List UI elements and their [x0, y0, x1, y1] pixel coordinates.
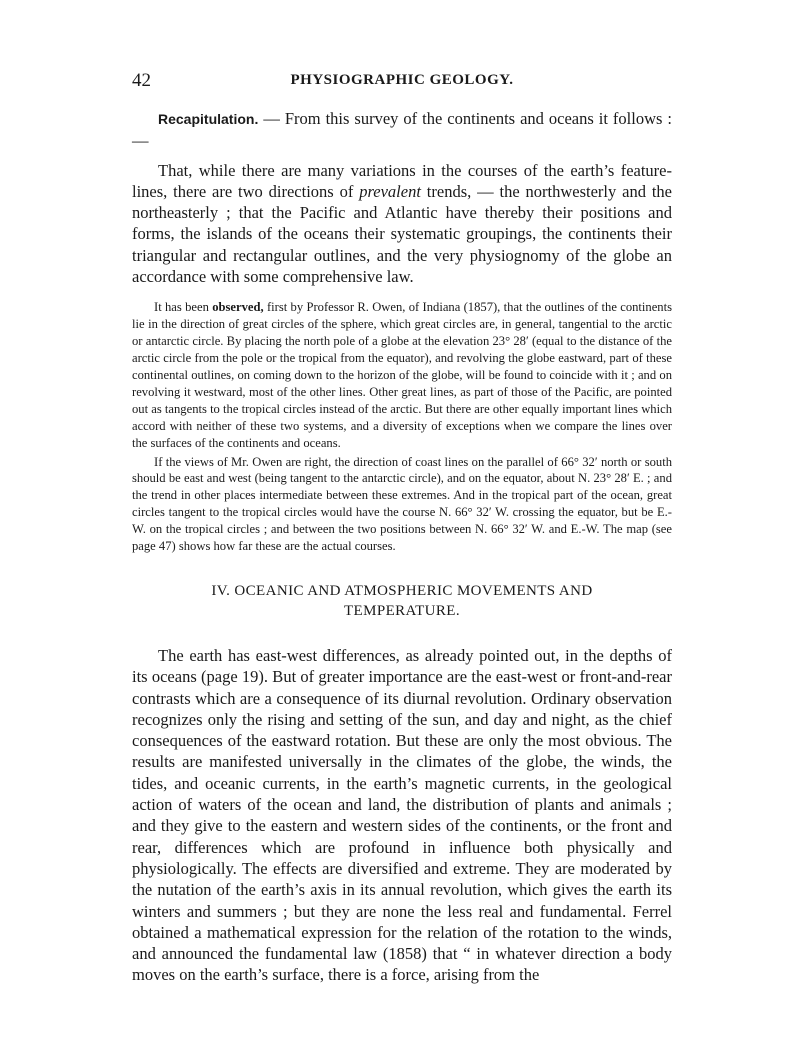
- summary-text-before: That, while there are many variations in the courses of the earth’s feature-lines, there are two directions of: [132, 160, 672, 201]
- recapitulation-lead: Recapitulation.: [158, 111, 259, 127]
- owen-views-paragraph: If the views of Mr. Owen are right, the direction of coast lines on the parallel of 66° 32′ north or south should be east and west (being tangent to the antarctic circle), and on the equator, about N. 23° 28′ E. ; and the trend in other places intermediate between these extremes. And in the tropical part of the ocean, great circles tangent to the tropical circles would have the course N. 66° 32′ W. crossing the equator, but be E.-W. on the tropical circles ; and between the two positions between N. 66° 32′ W. and E.-W. The map (see page 47) shows how far these are the actual courses.: [132, 454, 672, 554]
- page-header: [132, 70, 672, 96]
- owen-note-after: first by Professor R. Owen, of Indiana (1857), that the outlines of the continents lie in the direction of great circles of the sphere, which great circles are, in general, tangential to the arctic or antarctic circle. By placing the north pole of a globe at the elevation 23° 28′ (equal to the distance of the arctic circle from the pole or the tropical from the equator), and revolving the globe eastward, part of these continental outlines, on coming down to the horizon of the globe, will be found to coincide with it ; and on revolving it westward, most of the other lines. Other great lines, as part of those of the Pacific, are pointed out as tangents to the tropical circles instead of the arctic. But there are other equally important lines which accord with neither of these two systems, and a diversity of exceptions when we compare the lines over the surfaces of the continents and oceans.: [132, 300, 672, 450]
- owen-note-paragraph: [132, 299, 672, 451]
- recapitulation-text: — From this survey of the continents and oceans it follows : —: [132, 109, 672, 151]
- running-head: PHYSIOGRAPHIC GEOLOGY.: [290, 72, 514, 88]
- section-heading: [132, 581, 672, 621]
- owen-note-before: It has been: [154, 300, 213, 315]
- section-heading-line2: TEMPERATURE.: [343, 602, 461, 619]
- oceanic-movements-paragraph: The earth has east-west differences, as already pointed out, in the depths of its oceans (page 19). But of greater importance are the east-west or front-and-rear contrasts which are a consequence of its diurnal revolution. Ordinary observation recognizes only the rising and setting of the sun, and day and night, as the chief consequences of the eastward rotation. But these are only the most obvious. The results are manifested universally in the climates of the globe, the winds, the tides, and oceanic currents, in the earth’s magnetic currents, in the geological action of waters of the ocean and land, the distribution of plants and animals ; and they give to the eastern and western sides of the continents, or the front and rear, differences which are profound in influence both physically and physiologically. The effects are diversified and extreme. They are moderated by the nutation of the earth’s axis in its annual revolution, which gives the earth its winters and summers ; but they are none the less real and fundamental. Ferrel obtained a mathematical expression for the relation of the rotation to the winds, and announced the fundamental law (1858) that “ in whatever direction a body moves on the earth’s surface, there is a force, arising from the: [132, 645, 672, 985]
- page-body: [132, 108, 672, 986]
- summary-text-after: trends, — the northwesterly and the northeasterly ; that the Pacific and Atlantic have thereby their positions and forms, the islands of the oceans their systematic groupings, the continents their triangular and rectangular outlines, and the very physiognomy of the globe an accordance with some comprehensive law.: [132, 181, 672, 287]
- recapitulation-paragraph: [132, 108, 672, 152]
- page-number: 42: [132, 70, 151, 91]
- summary-emphasis: prevalent: [359, 181, 421, 201]
- section-heading-line1: IV. OCEANIC AND ATMOSPHERIC MOVEMENTS AND: [211, 582, 593, 599]
- owen-note-bold: observed,: [212, 300, 264, 315]
- summary-paragraph: [132, 160, 672, 288]
